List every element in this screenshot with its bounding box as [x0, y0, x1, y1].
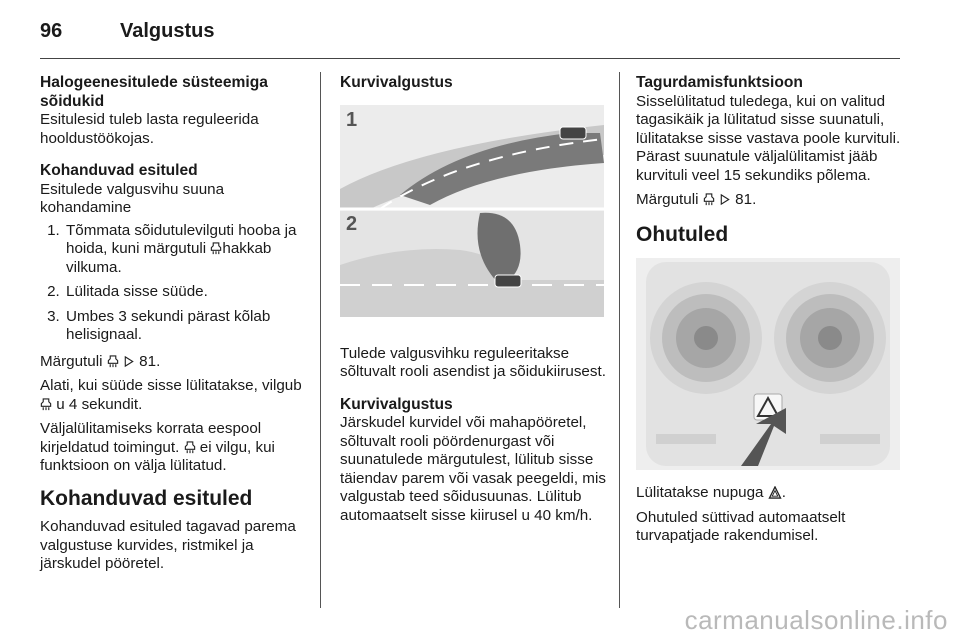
list-item: 2. Lülitada sisse süüde. — [64, 283, 308, 302]
hazard-switch-illustration — [636, 258, 900, 470]
column-2 — [340, 74, 608, 531]
page-ref-arrow-icon — [123, 355, 135, 368]
list-item: 3. Umbes 3 sekundi pärast kõlab helisignaal. — [64, 308, 308, 345]
para-adaptive-benefits: Kohanduvad esituled tagavad parema valgustuse kurvides, ristmikel ja järskudel pööretel. — [40, 518, 296, 572]
headlight-indicator-icon — [210, 242, 222, 255]
headlight-indicator-icon — [107, 355, 119, 368]
para-hazard-auto: Ohutuled süttivad automaatselt turvapatjade rakendumisel. — [636, 508, 846, 544]
headlight-indicator-icon — [184, 441, 196, 454]
heading-adaptive: Kohanduvad esituled — [40, 162, 198, 179]
page-header — [40, 20, 214, 43]
figure-label-2: 2 — [346, 212, 358, 235]
hazard-triangle-icon — [768, 486, 782, 499]
steps-list — [40, 222, 308, 345]
column-divider-1 — [320, 72, 321, 608]
column-1 — [40, 74, 308, 580]
page-title: Valgustus — [120, 20, 215, 42]
header-rule — [40, 58, 900, 59]
heading-hazard: Ohutuled — [636, 222, 729, 246]
heading-adaptive-large: Kohanduvad esituled — [40, 486, 253, 510]
para-hazard-button: Lülitatakse nupuga . — [636, 484, 786, 501]
page-ref-arrow-icon — [719, 193, 731, 206]
column-3 — [636, 74, 906, 552]
para-ignition: Alati, kui süüde sisse lülitatakse, vilgub u 4 sekundit. — [40, 377, 302, 413]
para-adjust: Esitulede valgusvihu suuna kohandamine — [40, 180, 225, 216]
para-curve-light: Järskudel kurvidel või mahapööretel, sõltuvalt rooli pöördenurgast või suunatulede märgutulest, lülitub sisse täiendav parem või vasak peegeldi, mis valgustab teed sõidusuunas. Lülitub automaatselt sisse kiirusel u 40 km/h. — [340, 414, 606, 524]
para-indicator-ref: Märgutuli 81. — [636, 191, 757, 208]
watermark: carmanualsonline.info — [684, 605, 948, 635]
heading-curve-light-2: Kurvivalgustus — [340, 395, 453, 413]
list-item: 1. Tõmmata sõidutulevilguti hooba ja hoida, kuni märgutuli hakkab vilkuma. — [64, 222, 308, 278]
para-reverse: Sisselülitatud tuledega, kui on valitud tagasikäik ja lülitatud sisse suunatuli, lülitatakse sisse vastava poole kurvituli. Pärast suunatule väljalülitamist jääb kurvituli veel 15 sekundiks põlema. — [636, 92, 901, 184]
heading-halogen: Halogeenesitulede süsteemiga sõidukid — [40, 74, 268, 110]
headlight-indicator-icon — [703, 193, 715, 206]
headlight-indicator-icon — [40, 398, 52, 411]
para-indicator: Märgutuli 81. — [40, 352, 161, 370]
heading-curve-light: Kurvivalgustus — [340, 74, 453, 91]
curve-light-illustration — [340, 105, 604, 317]
page-number: 96 — [40, 20, 63, 42]
figure-label-1: 1 — [346, 108, 358, 131]
column-divider-2 — [619, 72, 620, 608]
para-disable: Väljalülitamiseks korrata eespool kirjeldatud toimingut. ei vilgu, kui funktsioon on välja lülitatud. — [40, 420, 275, 474]
para-beam-adjust: Tulede valgusvihku reguleeritakse sõltuvalt rooli asendist ja sõidukiirusest. — [340, 344, 606, 380]
heading-reverse: Tagurdamisfunktsioon — [636, 74, 803, 91]
para-halogen: Esitulesid tuleb lasta reguleerida hooldustöökojas. — [40, 111, 259, 147]
